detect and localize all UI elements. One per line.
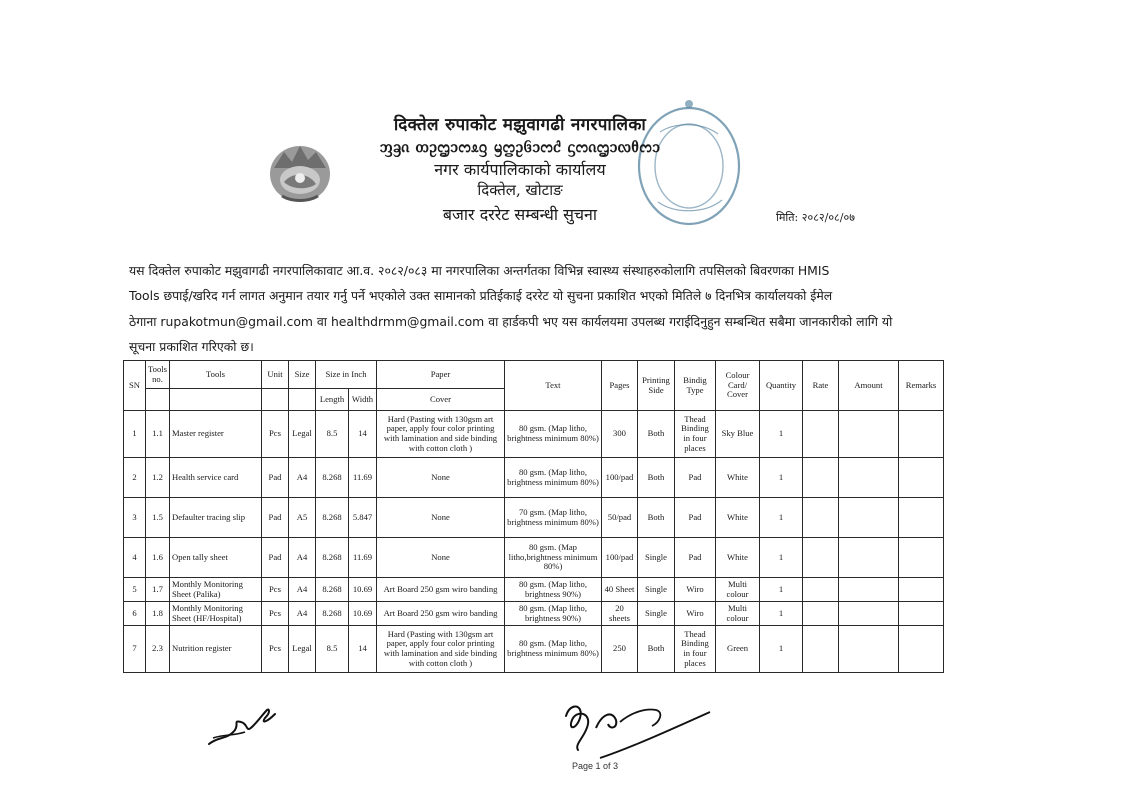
cell-pages: 40 Sheet [602, 578, 638, 602]
cell-quantity: 1 [760, 498, 803, 538]
cell-binding-type: Thead Binding in four places [675, 626, 716, 673]
cell-unit: Pad [262, 498, 289, 538]
signature-left-icon [205, 700, 280, 748]
government-emblem-icon [262, 138, 338, 206]
cell-amount [839, 498, 899, 538]
cell-unit: Pcs [262, 411, 289, 458]
cell-rate [803, 458, 839, 498]
header-sn: SN [124, 361, 146, 411]
header-paper: Paper [377, 361, 505, 389]
cell-pages: 20 sheets [602, 602, 638, 626]
header-colour: Colour Card/ Cover [716, 361, 760, 411]
cell-text: 80 gsm. (Map litho, brightness 90%) [505, 602, 602, 626]
cell-printing-side: Single [638, 578, 675, 602]
cell-sn: 4 [124, 538, 146, 578]
cell-width: 11.69 [349, 538, 377, 578]
table-row [124, 498, 944, 538]
cell-text: 70 gsm. (Map litho, brightness minimum 80%) [505, 498, 602, 538]
cell-rate [803, 498, 839, 538]
cell-tools: Master register [170, 411, 262, 458]
header-tools-no: Tools no. [146, 361, 170, 389]
cell-tools-no: 1.7 [146, 578, 170, 602]
cell-printing-side: Both [638, 498, 675, 538]
notice-body-line: यस दिक्तेल रुपाकोट मझुवागढी नगरपालिकावाट आ.व. २०८२/०८३ मा नगरपालिका अन्तर्गतका विभिन्न स्वास्थ्य संस्थाहरुकोलागि तपसिलको बिवरणका HMIS [129, 263, 830, 278]
cell-tools: Nutrition register [170, 626, 262, 673]
cell-text: 80 gsm. (Map litho, brightness minimum 80%) [505, 411, 602, 458]
office-name: नगर कार्यपालिकाको कार्यालय [434, 160, 606, 179]
cell-size: Legal [289, 411, 316, 458]
notice-date: मिति: २०८२/०८/०७ [776, 211, 855, 224]
cell-unit: Pcs [262, 602, 289, 626]
cell-pages: 250 [602, 626, 638, 673]
cell-sn: 7 [124, 626, 146, 673]
cell-length: 8.268 [316, 538, 349, 578]
header-binding-type: Bindig Type [675, 361, 716, 411]
cell-tools-no: 1.2 [146, 458, 170, 498]
header-blank [170, 389, 262, 411]
cell-length: 8.268 [316, 498, 349, 538]
cell-printing-side: Both [638, 458, 675, 498]
cell-remarks [899, 626, 944, 673]
cell-size: A5 [289, 498, 316, 538]
notice-body-line: ठेगाना rupakotmun@gmail.com वा healthdrmm@gmail.com वा हार्डकपी भए यस कार्यलयमा उपलब्ध गराईदिनुहुन सम्बन्धित सबैमा जानकारीको लागि यो [129, 314, 893, 329]
cell-tools: Health service card [170, 458, 262, 498]
header-blank [146, 389, 170, 411]
cell-rate [803, 578, 839, 602]
cell-pages: 300 [602, 411, 638, 458]
cell-amount [839, 411, 899, 458]
header-amount: Amount [839, 361, 899, 411]
header-quantity: Quantity [760, 361, 803, 411]
cell-cover: Hard (Pasting with 130gsm art paper, apply four color printing with lamination and side binding with cotton cloth ) [377, 626, 505, 673]
cell-amount [839, 602, 899, 626]
cell-remarks [899, 538, 944, 578]
cell-pages: 100/pad [602, 538, 638, 578]
table-header-row [124, 361, 944, 389]
cell-amount [839, 578, 899, 602]
header-rate: Rate [803, 361, 839, 411]
cell-pages: 50/pad [602, 498, 638, 538]
cell-sn: 1 [124, 411, 146, 458]
cell-quantity: 1 [760, 602, 803, 626]
cell-binding-type: Pad [675, 498, 716, 538]
header-width: Width [349, 389, 377, 411]
cell-binding-type: Thead Binding in four places [675, 411, 716, 458]
cell-colour: White [716, 538, 760, 578]
header-blank [289, 389, 316, 411]
cell-remarks [899, 602, 944, 626]
cell-width: 14 [349, 626, 377, 673]
cell-pages: 100/pad [602, 458, 638, 498]
notice-body-line: Tools छपाई/खरिद गर्न लागत अनुमान तयार गर्नु पर्ने भएकोले उक्त सामानको प्रतिईकाई दररेट यो सुचना प्रकाशित भएको मितिले ७ दिनभित्र कार्यालयको ईमेल [129, 288, 833, 303]
cell-rate [803, 602, 839, 626]
header-cover: Cover [377, 389, 505, 411]
cell-size: A4 [289, 538, 316, 578]
header-length: Length [316, 389, 349, 411]
cell-binding-type: Wiro [675, 578, 716, 602]
cell-remarks [899, 578, 944, 602]
cell-sn: 5 [124, 578, 146, 602]
header-tools: Tools [170, 361, 262, 389]
cell-amount [839, 458, 899, 498]
cell-text: 80 gsm. (Map litho, brightness minimum 80%) [505, 626, 602, 673]
cell-unit: Pcs [262, 626, 289, 673]
cell-size: A4 [289, 458, 316, 498]
cell-quantity: 1 [760, 626, 803, 673]
table-row [124, 626, 944, 673]
cell-width: 10.69 [349, 578, 377, 602]
cell-binding-type: Wiro [675, 602, 716, 626]
cell-quantity: 1 [760, 538, 803, 578]
cell-printing-side: Both [638, 626, 675, 673]
cell-unit: Pad [262, 458, 289, 498]
header-printing-side: Printing Side [638, 361, 675, 411]
cell-width: 10.69 [349, 602, 377, 626]
cell-rate [803, 538, 839, 578]
cell-binding-type: Pad [675, 458, 716, 498]
cell-amount [839, 538, 899, 578]
cell-cover: None [377, 498, 505, 538]
cell-tools: Monthly Monitoring Sheet (HF/Hospital) [170, 602, 262, 626]
cell-colour: Multi colour [716, 602, 760, 626]
cell-tools-no: 2.3 [146, 626, 170, 673]
tools-table [123, 360, 944, 673]
cell-text: 80 gsm. (Map litho, brightness minimum 80%) [505, 458, 602, 498]
cell-quantity: 1 [760, 458, 803, 498]
cell-sn: 6 [124, 602, 146, 626]
municipality-name-script: ᦀᦃᦵ ᦎᦳᦗᦱᦂᦸᦋ ᦙᦦᦳᦑᦱᦂᦺ ᦓᦂᦵᦗᦱᦟᦲᦂᦱ [379, 137, 661, 156]
cell-printing-side: Single [638, 602, 675, 626]
cell-amount [839, 626, 899, 673]
cell-tools: Defaulter tracing slip [170, 498, 262, 538]
cell-length: 8.268 [316, 458, 349, 498]
cell-quantity: 1 [760, 411, 803, 458]
cell-tools-no: 1.8 [146, 602, 170, 626]
cell-unit: Pad [262, 538, 289, 578]
header-blank [262, 389, 289, 411]
header-size: Size [289, 361, 316, 389]
table-row [124, 458, 944, 498]
cell-cover: None [377, 458, 505, 498]
cell-width: 11.69 [349, 458, 377, 498]
header-unit: Unit [262, 361, 289, 389]
cell-length: 8.268 [316, 578, 349, 602]
cell-quantity: 1 [760, 578, 803, 602]
cell-size: Legal [289, 626, 316, 673]
cell-colour: White [716, 458, 760, 498]
cell-size: A4 [289, 578, 316, 602]
cell-tools-no: 1.5 [146, 498, 170, 538]
page-number: Page 1 of 3 [572, 761, 619, 771]
cell-binding-type: Pad [675, 538, 716, 578]
cell-width: 14 [349, 411, 377, 458]
cell-size: A4 [289, 602, 316, 626]
table-row [124, 602, 944, 626]
table-row [124, 411, 944, 458]
cell-printing-side: Both [638, 411, 675, 458]
header-size-in-inch: Size in Inch [316, 361, 377, 389]
cell-cover: Art Board 250 gsm wiro banding [377, 578, 505, 602]
municipality-name: दिक्तेल रुपाकोट मझुवागढी नगरपालिका [393, 115, 647, 135]
cell-width: 5.847 [349, 498, 377, 538]
notice-subject: बजार दररेट सम्बन्धी सुचना [442, 205, 598, 224]
cell-remarks [899, 498, 944, 538]
header-remarks: Remarks [899, 361, 944, 411]
cell-tools: Monthly Monitoring Sheet (Palika) [170, 578, 262, 602]
cell-text: 80 gsm. (Map litho, brightness 90%) [505, 578, 602, 602]
cell-remarks [899, 458, 944, 498]
cell-tools-no: 1.6 [146, 538, 170, 578]
cell-sn: 3 [124, 498, 146, 538]
signature-right-icon [560, 700, 730, 760]
header-text: Text [505, 361, 602, 411]
cell-length: 8.268 [316, 602, 349, 626]
cell-printing-side: Single [638, 538, 675, 578]
cell-rate [803, 626, 839, 673]
office-address: दिक्तेल, खोटाङ [477, 181, 563, 199]
cell-cover: Art Board 250 gsm wiro banding [377, 602, 505, 626]
cell-colour: Sky Blue [716, 411, 760, 458]
cell-tools: Open tally sheet [170, 538, 262, 578]
cell-cover: None [377, 538, 505, 578]
header-pages: Pages [602, 361, 638, 411]
cell-remarks [899, 411, 944, 458]
cell-text: 80 gsm. (Map litho,brightness minimum 80%) [505, 538, 602, 578]
cell-rate [803, 411, 839, 458]
cell-length: 8.5 [316, 411, 349, 458]
table-row [124, 578, 944, 602]
cell-length: 8.5 [316, 626, 349, 673]
cell-colour: Green [716, 626, 760, 673]
cell-sn: 2 [124, 458, 146, 498]
cell-colour: White [716, 498, 760, 538]
cell-colour: Multi colour [716, 578, 760, 602]
table-row [124, 538, 944, 578]
cell-cover: Hard (Pasting with 130gsm art paper, apply four color printing with lamination and side binding with cotton cloth ) [377, 411, 505, 458]
cell-tools-no: 1.1 [146, 411, 170, 458]
notice-body-line: सूचना प्रकाशित गरिएको छ। [129, 339, 254, 354]
cell-unit: Pcs [262, 578, 289, 602]
